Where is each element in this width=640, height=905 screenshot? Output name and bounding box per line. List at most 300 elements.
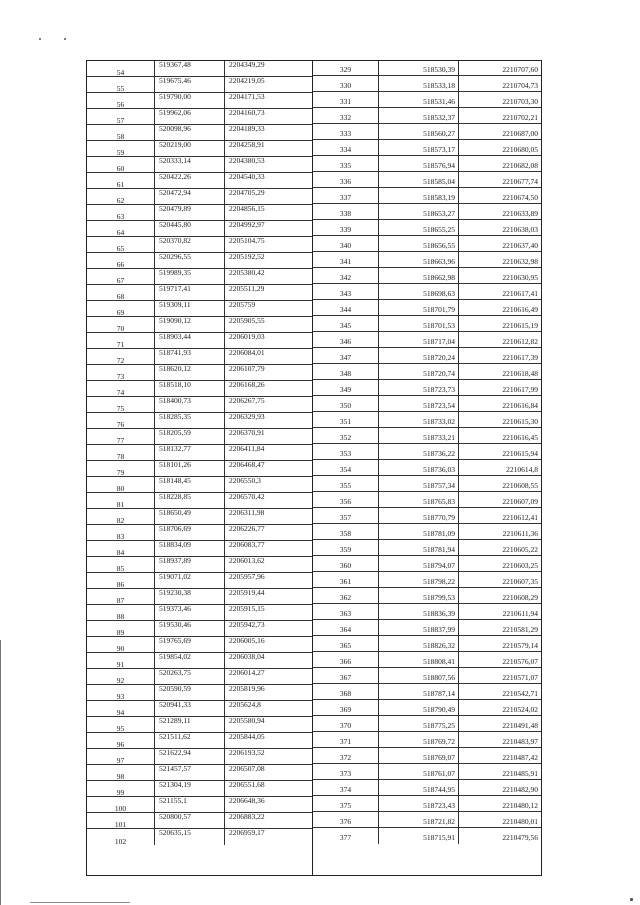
x-coordinate: 518781,09 xyxy=(423,529,455,538)
scan-margin-line xyxy=(0,640,1,905)
y-coordinate-cell xyxy=(225,701,312,716)
y-coordinate-cell xyxy=(459,684,541,700)
point-number-cell xyxy=(313,524,379,540)
point-number-cell xyxy=(313,652,379,668)
table-row xyxy=(313,140,541,156)
y-coordinate: 2210479,56 xyxy=(502,833,538,842)
y-coordinate: 2210581,29 xyxy=(502,625,538,634)
point-number: 373 xyxy=(339,769,352,778)
point-number-cell xyxy=(87,381,155,396)
point-number-cell xyxy=(87,77,155,92)
x-coordinate: 518576,94 xyxy=(423,161,455,170)
y-coordinate-cell xyxy=(459,668,541,684)
table-row xyxy=(313,364,541,380)
y-coordinate: 2206005,16 xyxy=(229,636,265,645)
table-row xyxy=(313,396,541,412)
y-coordinate-cell xyxy=(459,396,541,412)
x-coordinate-cell xyxy=(379,172,459,188)
point-number-cell xyxy=(313,588,379,604)
x-coordinate: 520263,75 xyxy=(159,668,191,677)
point-number-cell xyxy=(313,108,379,124)
y-coordinate-cell xyxy=(225,317,312,332)
table-row xyxy=(313,780,541,796)
x-coordinate: 519765,69 xyxy=(159,636,191,645)
y-coordinate-cell xyxy=(459,140,541,156)
coordinates-table-right xyxy=(313,61,541,875)
point-number: 349 xyxy=(339,385,352,394)
table-row xyxy=(87,221,312,237)
point-number: 347 xyxy=(339,353,352,362)
point-number: 96 xyxy=(116,740,125,749)
y-coordinate: 2210614,8 xyxy=(506,465,538,474)
y-coordinate-cell xyxy=(225,461,312,476)
y-coordinate: 2204349,29 xyxy=(229,60,265,69)
x-coordinate: 519989,35 xyxy=(159,268,191,277)
point-number-cell xyxy=(87,461,155,476)
x-coordinate-cell xyxy=(155,589,225,604)
x-coordinate-cell xyxy=(379,572,459,588)
x-coordinate-cell xyxy=(155,429,225,444)
point-number: 374 xyxy=(339,785,352,794)
point-number-cell xyxy=(87,253,155,268)
point-number-cell xyxy=(313,764,379,780)
y-coordinate-cell xyxy=(459,476,541,492)
x-coordinate-cell xyxy=(155,781,225,796)
x-coordinate-cell xyxy=(155,125,225,140)
y-coordinate: 2206226,77 xyxy=(229,524,265,533)
table-row xyxy=(87,349,312,365)
x-coordinate: 518799,53 xyxy=(423,593,455,602)
y-coordinate-cell xyxy=(225,749,312,764)
point-number: 73 xyxy=(116,372,125,381)
table-row xyxy=(87,621,312,637)
x-coordinate: 518837,99 xyxy=(423,625,455,634)
table-row xyxy=(87,653,312,669)
table-row xyxy=(313,796,541,812)
y-coordinate-cell xyxy=(459,156,541,172)
table-row xyxy=(313,124,541,140)
point-number: 76 xyxy=(116,420,125,429)
point-number-cell xyxy=(87,749,155,764)
x-coordinate-cell xyxy=(155,797,225,812)
y-coordinate-cell xyxy=(225,541,312,556)
x-coordinate: 518723,54 xyxy=(423,401,455,410)
x-coordinate: 520479,89 xyxy=(159,204,191,213)
x-coordinate-cell xyxy=(155,221,225,236)
table-row xyxy=(313,92,541,108)
point-number: 101 xyxy=(114,820,127,829)
x-coordinate: 518736,22 xyxy=(423,449,455,458)
y-coordinate: 2204705,29 xyxy=(229,188,265,197)
x-coordinate: 518650,49 xyxy=(159,508,191,517)
point-number: 337 xyxy=(339,193,352,202)
x-coordinate-cell xyxy=(155,141,225,156)
point-number-cell xyxy=(87,685,155,700)
x-coordinate-cell xyxy=(379,460,459,476)
y-coordinate-cell xyxy=(225,61,312,76)
table-row xyxy=(87,717,312,733)
x-coordinate-cell xyxy=(155,525,225,540)
point-number-cell xyxy=(313,796,379,812)
table-row xyxy=(87,77,312,93)
x-coordinate: 518518,10 xyxy=(159,380,191,389)
table-row xyxy=(87,285,312,301)
point-number-cell xyxy=(87,829,155,845)
table-row xyxy=(87,477,312,493)
x-coordinate: 521155,1 xyxy=(159,796,187,805)
x-coordinate: 518573,17 xyxy=(423,145,455,154)
x-coordinate-cell xyxy=(155,605,225,620)
y-coordinate: 2205759 xyxy=(229,300,256,309)
y-coordinate-cell xyxy=(459,300,541,316)
x-coordinate-cell xyxy=(155,509,225,524)
x-coordinate: 518808,41 xyxy=(423,657,455,666)
y-coordinate-cell xyxy=(459,572,541,588)
x-coordinate-cell xyxy=(379,364,459,380)
point-number-cell xyxy=(313,92,379,108)
x-coordinate-cell xyxy=(379,700,459,716)
x-coordinate: 518720,74 xyxy=(423,369,455,378)
y-coordinate: 2205624,8 xyxy=(229,700,261,709)
table-row xyxy=(87,797,312,813)
x-coordinate: 518717,04 xyxy=(423,337,455,346)
y-coordinate: 2206648,36 xyxy=(229,796,265,805)
point-number: 364 xyxy=(339,625,352,634)
x-coordinate: 518148,45 xyxy=(159,476,191,485)
point-number: 86 xyxy=(116,580,125,589)
point-number: 91 xyxy=(116,660,125,669)
point-number: 356 xyxy=(339,497,352,506)
y-coordinate: 2205511,29 xyxy=(229,284,265,293)
point-number: 376 xyxy=(339,817,352,826)
point-number-cell xyxy=(313,252,379,268)
point-number-cell xyxy=(87,269,155,284)
y-coordinate-cell xyxy=(225,621,312,636)
point-number: 92 xyxy=(116,676,125,685)
point-number-cell xyxy=(87,141,155,156)
point-number-cell xyxy=(87,157,155,172)
table-row xyxy=(313,812,541,828)
x-coordinate-cell xyxy=(379,492,459,508)
x-coordinate-cell xyxy=(379,188,459,204)
x-coordinate: 520800,57 xyxy=(159,812,191,821)
y-coordinate: 2210487,42 xyxy=(502,753,538,762)
point-number: 339 xyxy=(339,225,352,234)
x-coordinate-cell xyxy=(379,716,459,732)
point-number: 80 xyxy=(116,484,125,493)
table-row xyxy=(87,749,312,765)
table-row xyxy=(87,605,312,621)
y-coordinate-cell xyxy=(459,172,541,188)
y-coordinate: 2210491,48 xyxy=(502,721,538,730)
y-coordinate-cell xyxy=(459,492,541,508)
scan-speck xyxy=(39,38,41,40)
x-coordinate-cell xyxy=(155,397,225,412)
point-number-cell xyxy=(87,573,155,588)
point-number: 84 xyxy=(116,548,125,557)
x-coordinate-cell xyxy=(379,668,459,684)
point-number-cell xyxy=(87,317,155,332)
x-coordinate: 518656,55 xyxy=(423,241,455,250)
y-coordinate-cell xyxy=(225,333,312,348)
y-coordinate: 2206084,01 xyxy=(229,348,265,357)
point-number: 361 xyxy=(339,577,352,586)
x-coordinate: 518285,35 xyxy=(159,412,191,421)
table-row xyxy=(87,525,312,541)
y-coordinate-cell xyxy=(225,557,312,572)
point-number: 354 xyxy=(339,465,352,474)
y-coordinate: 2210674,50 xyxy=(502,193,538,202)
point-number: 74 xyxy=(116,388,125,397)
x-coordinate: 518781,94 xyxy=(423,545,455,554)
table-row xyxy=(313,652,541,668)
x-coordinate-cell xyxy=(155,77,225,92)
y-coordinate: 2210616,49 xyxy=(502,305,538,314)
point-number: 334 xyxy=(339,145,352,154)
y-coordinate: 2210677,74 xyxy=(502,177,538,186)
x-coordinate-cell xyxy=(155,61,225,76)
point-number: 102 xyxy=(114,837,127,846)
y-coordinate: 2204992,97 xyxy=(229,220,265,229)
x-coordinate-cell xyxy=(155,701,225,716)
x-coordinate: 518794,07 xyxy=(423,561,455,570)
point-number-cell xyxy=(87,541,155,556)
x-coordinate-cell xyxy=(379,220,459,236)
point-number-cell xyxy=(87,173,155,188)
x-coordinate-cell xyxy=(155,285,225,300)
table-row xyxy=(313,700,541,716)
point-number-cell xyxy=(87,653,155,668)
table-row xyxy=(87,557,312,573)
y-coordinate: 2206468,47 xyxy=(229,460,265,469)
point-number: 329 xyxy=(339,65,352,74)
point-number: 89 xyxy=(116,628,125,637)
x-coordinate: 518101,26 xyxy=(159,460,191,469)
point-number-cell xyxy=(87,589,155,604)
y-coordinate: 2205380,42 xyxy=(229,268,265,277)
x-coordinate: 519373,46 xyxy=(159,604,191,613)
y-coordinate: 2210612,82 xyxy=(502,337,538,346)
point-number: 341 xyxy=(339,257,352,266)
point-number: 95 xyxy=(116,724,125,733)
table-row xyxy=(313,572,541,588)
x-coordinate-cell xyxy=(155,733,225,748)
y-coordinate-cell xyxy=(225,445,312,460)
table-row xyxy=(313,620,541,636)
scan-footer-line xyxy=(30,902,130,903)
point-number: 70 xyxy=(116,324,125,333)
point-number: 335 xyxy=(339,161,352,170)
table-row xyxy=(87,141,312,157)
table-row xyxy=(87,365,312,381)
point-number-cell xyxy=(313,780,379,796)
y-coordinate-cell xyxy=(459,524,541,540)
table-row xyxy=(313,76,541,92)
y-coordinate: 2210616,84 xyxy=(502,401,538,410)
x-coordinate: 518733,02 xyxy=(423,417,455,426)
table-row xyxy=(313,380,541,396)
y-coordinate-cell xyxy=(225,237,312,252)
x-coordinate: 518769,07 xyxy=(423,753,455,762)
x-coordinate-cell xyxy=(379,604,459,620)
y-coordinate: 2206551,68 xyxy=(229,780,265,789)
point-number: 331 xyxy=(339,97,352,106)
x-coordinate-cell xyxy=(379,268,459,284)
point-number-cell xyxy=(313,316,379,332)
x-coordinate: 519367,48 xyxy=(159,60,191,69)
point-number-cell xyxy=(313,572,379,588)
point-number: 72 xyxy=(116,356,125,365)
point-number-cell xyxy=(87,61,155,76)
x-coordinate: 518585,04 xyxy=(423,177,455,186)
y-coordinate-cell xyxy=(459,364,541,380)
table-row xyxy=(87,765,312,781)
point-number: 344 xyxy=(339,305,352,314)
x-coordinate-cell xyxy=(155,189,225,204)
x-coordinate: 520635,15 xyxy=(159,828,191,837)
point-number: 61 xyxy=(116,180,125,189)
point-number: 62 xyxy=(116,196,125,205)
x-coordinate-cell xyxy=(379,92,459,108)
x-coordinate-cell xyxy=(379,732,459,748)
x-coordinate-cell xyxy=(155,685,225,700)
x-coordinate-cell xyxy=(379,284,459,300)
point-number: 350 xyxy=(339,401,352,410)
point-number: 342 xyxy=(339,273,352,282)
x-coordinate-cell xyxy=(155,573,225,588)
y-coordinate-cell xyxy=(459,588,541,604)
x-coordinate: 518770,79 xyxy=(423,513,455,522)
y-coordinate: 2206411,84 xyxy=(229,444,265,453)
x-coordinate: 518583,19 xyxy=(423,193,455,202)
x-coordinate-cell xyxy=(155,381,225,396)
x-coordinate: 518723,43 xyxy=(423,801,455,810)
point-number-cell xyxy=(87,237,155,252)
point-number: 65 xyxy=(116,244,125,253)
y-coordinate-cell xyxy=(225,125,312,140)
x-coordinate: 518663,96 xyxy=(423,257,455,266)
y-coordinate: 2204171,53 xyxy=(229,92,265,101)
table-row xyxy=(87,493,312,509)
y-coordinate: 2206168,26 xyxy=(229,380,265,389)
y-coordinate: 2205844,05 xyxy=(229,732,265,741)
y-coordinate: 2210615,19 xyxy=(502,321,538,330)
y-coordinate: 2206013,62 xyxy=(229,556,265,565)
point-number-cell xyxy=(313,236,379,252)
y-coordinate-cell xyxy=(225,413,312,428)
point-number: 355 xyxy=(339,481,352,490)
point-number: 58 xyxy=(116,132,125,141)
point-number: 85 xyxy=(116,564,125,573)
point-number: 68 xyxy=(116,292,125,301)
x-coordinate-cell xyxy=(379,412,459,428)
x-coordinate-cell xyxy=(379,124,459,140)
y-coordinate: 2210617,41 xyxy=(502,289,538,298)
x-coordinate-cell xyxy=(155,157,225,172)
table-row xyxy=(313,556,541,572)
x-coordinate: 521289,11 xyxy=(159,716,191,725)
x-coordinate: 518706,69 xyxy=(159,524,191,533)
point-number-cell xyxy=(313,124,379,140)
point-number-cell xyxy=(313,364,379,380)
point-number-cell xyxy=(87,93,155,108)
table-row xyxy=(87,317,312,333)
x-coordinate-cell xyxy=(379,556,459,572)
y-coordinate-cell xyxy=(459,348,541,364)
x-coordinate: 518701,53 xyxy=(423,321,455,330)
y-coordinate-cell xyxy=(225,493,312,508)
table-row xyxy=(87,381,312,397)
point-number-cell xyxy=(313,76,379,92)
y-coordinate-cell xyxy=(459,284,541,300)
y-coordinate-cell xyxy=(225,717,312,732)
x-coordinate: 518715,91 xyxy=(423,833,455,842)
y-coordinate: 2210542,71 xyxy=(502,689,538,698)
x-coordinate-cell xyxy=(155,477,225,492)
y-coordinate-cell xyxy=(459,380,541,396)
point-number-cell xyxy=(313,444,379,460)
x-coordinate-cell xyxy=(379,332,459,348)
point-number-cell xyxy=(87,333,155,348)
point-number: 367 xyxy=(339,673,352,682)
y-coordinate-cell xyxy=(459,780,541,796)
y-coordinate-cell xyxy=(459,92,541,108)
y-coordinate-cell xyxy=(459,220,541,236)
x-coordinate: 518826,32 xyxy=(423,641,455,650)
point-number-cell xyxy=(87,605,155,620)
point-number: 64 xyxy=(116,228,125,237)
y-coordinate: 2210637,40 xyxy=(502,241,538,250)
x-coordinate: 518701,79 xyxy=(423,305,455,314)
table-row xyxy=(87,685,312,701)
y-coordinate: 2205919,44 xyxy=(229,588,265,597)
y-coordinate: 2205915,15 xyxy=(229,604,265,613)
y-coordinate: 2206107,79 xyxy=(229,364,265,373)
point-number: 90 xyxy=(116,644,125,653)
y-coordinate: 2206083,77 xyxy=(229,540,265,549)
y-coordinate: 2210682,08 xyxy=(502,161,538,170)
y-coordinate-cell xyxy=(225,685,312,700)
y-coordinate: 2210524,02 xyxy=(502,705,538,714)
y-coordinate: 2210707,60 xyxy=(502,65,538,74)
table-row xyxy=(313,636,541,652)
point-number: 55 xyxy=(116,84,125,93)
y-coordinate-cell xyxy=(459,460,541,476)
x-coordinate: 519230,38 xyxy=(159,588,191,597)
x-coordinate: 519675,46 xyxy=(159,76,191,85)
x-coordinate-cell xyxy=(379,61,459,76)
x-coordinate-cell xyxy=(379,380,459,396)
x-coordinate: 519717,41 xyxy=(159,284,191,293)
y-coordinate: 2210482,90 xyxy=(502,785,538,794)
x-coordinate-cell xyxy=(379,812,459,828)
x-coordinate: 520296,55 xyxy=(159,252,191,261)
table-row xyxy=(313,684,541,700)
y-coordinate-cell xyxy=(459,204,541,220)
y-coordinate-cell xyxy=(225,141,312,156)
table-row xyxy=(87,237,312,253)
table-row xyxy=(313,716,541,732)
x-coordinate-cell xyxy=(155,365,225,380)
point-number-cell xyxy=(87,733,155,748)
table-row xyxy=(313,172,541,188)
x-coordinate-cell xyxy=(155,93,225,108)
y-coordinate-cell xyxy=(459,556,541,572)
y-coordinate: 2210702,21 xyxy=(502,113,538,122)
table-row xyxy=(87,173,312,189)
point-number: 56 xyxy=(116,100,125,109)
x-coordinate-cell xyxy=(155,173,225,188)
